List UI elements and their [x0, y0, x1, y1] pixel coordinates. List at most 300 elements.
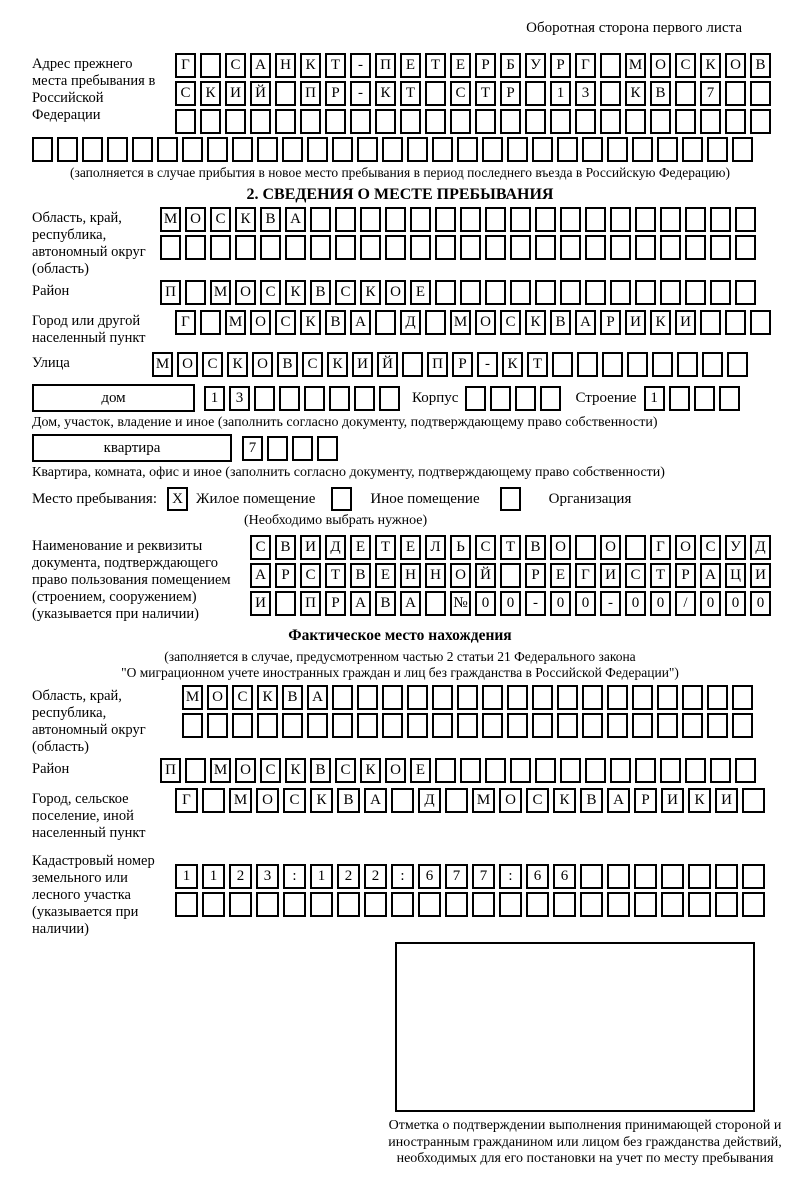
char-cell: В: [310, 758, 331, 783]
char-cell: [407, 713, 428, 738]
char-cell: [682, 137, 703, 162]
char-cell: [610, 235, 631, 260]
char-cell: [725, 310, 746, 335]
actual-city-row: [175, 788, 765, 813]
char-cell: 7: [700, 81, 721, 106]
char-cell: №: [450, 591, 471, 616]
char-cell: Т: [400, 81, 421, 106]
char-cell: [625, 535, 646, 560]
char-cell: [525, 81, 546, 106]
char-cell: [700, 109, 721, 134]
char-cell: [185, 280, 206, 305]
char-cell: [515, 386, 536, 411]
char-cell: [634, 864, 657, 889]
prev-address-row-1: [175, 53, 771, 78]
char-cell: [310, 892, 333, 917]
char-cell: С: [210, 207, 231, 232]
char-cell: Г: [175, 310, 196, 335]
char-cell: [32, 137, 53, 162]
char-cell: -: [350, 81, 371, 106]
actual-location-note-2: "О миграционном учете иностранных граждан и лиц без гражданства в Российской Федерации"): [121, 665, 679, 680]
char-cell: С: [250, 535, 271, 560]
char-cell: [225, 109, 246, 134]
char-cell: 0: [475, 591, 496, 616]
char-cell: [207, 137, 228, 162]
char-cell: Е: [400, 535, 421, 560]
char-cell: А: [700, 563, 721, 588]
korpus-cells: [465, 386, 561, 411]
char-cell: [160, 235, 181, 260]
char-cell: [210, 235, 231, 260]
char-cell: С: [475, 535, 496, 560]
char-cell: Т: [500, 535, 521, 560]
char-cell: -: [477, 352, 498, 377]
char-cell: К: [300, 310, 321, 335]
char-cell: [510, 235, 531, 260]
city-row: [175, 310, 771, 335]
char-cell: [482, 713, 503, 738]
prev-address-block: [32, 53, 800, 134]
char-cell: [402, 352, 423, 377]
char-cell: И: [661, 788, 684, 813]
char-cell: [157, 137, 178, 162]
char-cell: [391, 788, 414, 813]
char-cell: [725, 109, 746, 134]
char-cell: [685, 207, 706, 232]
char-cell: 2: [364, 864, 387, 889]
char-cell: О: [185, 207, 206, 232]
char-cell: [307, 137, 328, 162]
stroenie-label: Строение: [575, 389, 637, 406]
char-cell: [650, 109, 671, 134]
char-cell: С: [500, 310, 521, 335]
char-cell: [382, 137, 403, 162]
other-premises-checkbox: [331, 487, 352, 511]
char-cell: [282, 137, 303, 162]
char-cell: [485, 758, 506, 783]
char-cell: [627, 352, 648, 377]
char-cell: [735, 235, 756, 260]
char-cell: И: [625, 310, 646, 335]
char-cell: Р: [452, 352, 473, 377]
apartment-note: Квартира, комната, офис и иное (заполнить согласно документу, подтверждающему право собственности): [32, 465, 665, 480]
char-cell: Й: [250, 81, 271, 106]
document-block: [32, 535, 800, 623]
char-cell: [682, 685, 703, 710]
char-cell: Н: [425, 563, 446, 588]
char-cell: 2: [229, 864, 252, 889]
char-cell: О: [550, 535, 571, 560]
char-cell: [285, 235, 306, 260]
char-cell: В: [260, 207, 281, 232]
char-cell: [700, 310, 721, 335]
region-label: Область, край, республика, автономный округ (область): [32, 210, 146, 277]
actual-district-row: [160, 758, 756, 783]
char-cell: С: [302, 352, 323, 377]
char-cell: [560, 235, 581, 260]
char-cell: [727, 352, 748, 377]
region-row-1: [160, 207, 756, 232]
char-cell: 2: [337, 864, 360, 889]
char-cell: [580, 892, 603, 917]
char-cell: [702, 352, 723, 377]
char-cell: [657, 713, 678, 738]
char-cell: [182, 137, 203, 162]
char-cell: О: [235, 280, 256, 305]
registration-stamp-caption: Отметка о подтверждении выполнения принимающей стороной и иностранным гражданином или лицом без гражданства действий, необходимых для его постановки на учет по месту пребывания: [388, 1118, 782, 1166]
actual-region-row-1: [182, 685, 753, 710]
char-cell: [710, 280, 731, 305]
apartment-labelbox: квартира: [32, 434, 232, 462]
char-cell: [585, 207, 606, 232]
char-cell: 0: [700, 591, 721, 616]
char-cell: [475, 109, 496, 134]
char-cell: М: [160, 207, 181, 232]
actual-city-label: Город, сельское поселение, иной населенный пункт: [32, 791, 146, 841]
char-cell: Г: [175, 788, 198, 813]
char-cell: [260, 235, 281, 260]
char-cell: [175, 892, 198, 917]
char-cell: И: [250, 591, 271, 616]
char-cell: А: [285, 207, 306, 232]
street-label: Улица: [32, 355, 70, 371]
char-cell: М: [229, 788, 252, 813]
prev-address-row-4: [32, 137, 800, 162]
char-cell: [685, 280, 706, 305]
char-cell: [275, 109, 296, 134]
char-cell: П: [300, 81, 321, 106]
char-cell: К: [360, 758, 381, 783]
char-cell: О: [675, 535, 696, 560]
char-cell: [435, 235, 456, 260]
char-cell: [657, 685, 678, 710]
char-cell: 3: [256, 864, 279, 889]
char-cell: [582, 685, 603, 710]
char-cell: [425, 310, 446, 335]
char-cell: [553, 892, 576, 917]
char-cell: [661, 892, 684, 917]
char-cell: [185, 758, 206, 783]
char-cell: Р: [325, 81, 346, 106]
char-cell: [499, 892, 522, 917]
char-cell: [460, 235, 481, 260]
char-cell: [735, 280, 756, 305]
char-cell: [607, 892, 630, 917]
cadastral-label: Кадастровый номер земельного или лесного участка (указывается при наличии): [32, 853, 155, 937]
char-cell: О: [250, 310, 271, 335]
char-cell: [635, 207, 656, 232]
char-cell: К: [300, 53, 321, 78]
char-cell: [688, 892, 711, 917]
char-cell: Ь: [450, 535, 471, 560]
char-cell: М: [152, 352, 173, 377]
char-cell: [719, 386, 740, 411]
char-cell: [732, 137, 753, 162]
actual-region-label: Область, край, республика, автономный округ (область): [32, 688, 146, 755]
char-cell: К: [502, 352, 523, 377]
char-cell: В: [650, 81, 671, 106]
char-cell: [485, 235, 506, 260]
char-cell: [382, 685, 403, 710]
char-cell: [575, 109, 596, 134]
char-cell: [635, 280, 656, 305]
char-cell: 0: [575, 591, 596, 616]
char-cell: К: [200, 81, 221, 106]
char-cell: [335, 235, 356, 260]
char-cell: [507, 713, 528, 738]
char-cell: [634, 892, 657, 917]
char-cell: [254, 386, 275, 411]
char-cell: К: [285, 758, 306, 783]
city-label: Город или другой населенный пункт: [32, 313, 146, 346]
house-number-cells: [204, 386, 400, 411]
city-block: [32, 310, 800, 347]
char-cell: Т: [475, 81, 496, 106]
char-cell: [750, 310, 771, 335]
stay-type-note: (Необходимо выбрать нужное): [244, 513, 428, 528]
char-cell: [610, 207, 631, 232]
char-cell: К: [525, 310, 546, 335]
char-cell: [600, 109, 621, 134]
char-cell: [669, 386, 690, 411]
page-side-note: Оборотная сторона первого листа: [526, 20, 742, 36]
section2-title: 2. СВЕДЕНИЯ О МЕСТЕ ПРЕБЫВАНИЯ: [246, 186, 554, 203]
char-cell: [710, 758, 731, 783]
char-cell: С: [202, 352, 223, 377]
char-cell: В: [325, 310, 346, 335]
char-cell: [507, 137, 528, 162]
char-cell: К: [235, 207, 256, 232]
region-row-2: [160, 235, 756, 260]
char-cell: [685, 235, 706, 260]
char-cell: [600, 81, 621, 106]
char-cell: [694, 386, 715, 411]
char-cell: Е: [450, 53, 471, 78]
char-cell: Б: [500, 53, 521, 78]
district-row: [160, 280, 756, 305]
char-cell: 1: [310, 864, 333, 889]
char-cell: Р: [525, 563, 546, 588]
apartment-cells: [242, 436, 338, 461]
char-cell: [532, 713, 553, 738]
char-cell: И: [600, 563, 621, 588]
char-cell: П: [375, 53, 396, 78]
document-row-3: [250, 591, 771, 616]
char-cell: [510, 758, 531, 783]
char-cell: С: [260, 758, 281, 783]
char-cell: [660, 280, 681, 305]
cadastral-block: [32, 850, 800, 938]
char-cell: [732, 713, 753, 738]
char-cell: В: [375, 591, 396, 616]
house-labelbox: дом: [32, 384, 195, 412]
char-cell: К: [310, 788, 333, 813]
char-cell: Д: [418, 788, 441, 813]
char-cell: О: [725, 53, 746, 78]
char-cell: [457, 137, 478, 162]
char-cell: [582, 713, 603, 738]
char-cell: [735, 207, 756, 232]
char-cell: [445, 892, 468, 917]
char-cell: Д: [750, 535, 771, 560]
char-cell: [200, 109, 221, 134]
char-cell: [532, 137, 553, 162]
char-cell: С: [700, 535, 721, 560]
char-cell: [257, 137, 278, 162]
char-cell: Т: [325, 563, 346, 588]
char-cell: 7: [242, 436, 263, 461]
char-cell: О: [207, 685, 228, 710]
char-cell: [202, 788, 225, 813]
char-cell: М: [472, 788, 495, 813]
char-cell: В: [750, 53, 771, 78]
char-cell: [457, 685, 478, 710]
char-cell: [460, 207, 481, 232]
char-cell: [432, 137, 453, 162]
char-cell: Г: [575, 53, 596, 78]
cadastral-row-1: [175, 864, 765, 889]
char-cell: Ц: [725, 563, 746, 588]
char-cell: [552, 352, 573, 377]
char-cell: [207, 713, 228, 738]
char-cell: [535, 280, 556, 305]
char-cell: [445, 788, 468, 813]
char-cell: 6: [553, 864, 576, 889]
char-cell: [610, 758, 631, 783]
char-cell: [450, 109, 471, 134]
char-cell: В: [275, 535, 296, 560]
char-cell: -: [525, 591, 546, 616]
char-cell: Е: [375, 563, 396, 588]
char-cell: [632, 685, 653, 710]
char-cell: П: [427, 352, 448, 377]
char-cell: [375, 109, 396, 134]
actual-region-block: [32, 685, 800, 756]
char-cell: [577, 352, 598, 377]
char-cell: С: [300, 563, 321, 588]
char-cell: М: [210, 758, 231, 783]
char-cell: Е: [410, 758, 431, 783]
char-cell: И: [300, 535, 321, 560]
char-cell: Н: [275, 53, 296, 78]
char-cell: Р: [475, 53, 496, 78]
char-cell: [600, 53, 621, 78]
char-cell: [485, 207, 506, 232]
char-cell: В: [525, 535, 546, 560]
char-cell: [292, 436, 313, 461]
document-row-2: [250, 563, 771, 588]
char-cell: [235, 235, 256, 260]
cadastral-row-2: [175, 892, 765, 917]
char-cell: [182, 713, 203, 738]
char-cell: К: [285, 280, 306, 305]
char-cell: [677, 352, 698, 377]
char-cell: [507, 685, 528, 710]
char-cell: [750, 109, 771, 134]
char-cell: В: [277, 352, 298, 377]
document-row-1: [250, 535, 771, 560]
char-cell: 6: [418, 864, 441, 889]
char-cell: 7: [472, 864, 495, 889]
other-premises-label: Иное помещение: [370, 490, 480, 507]
char-cell: [337, 892, 360, 917]
char-cell: [725, 81, 746, 106]
char-cell: А: [400, 591, 421, 616]
char-cell: [582, 137, 603, 162]
char-cell: [660, 758, 681, 783]
char-cell: Е: [400, 53, 421, 78]
organization-label: Организация: [548, 490, 632, 507]
char-cell: Т: [375, 535, 396, 560]
char-cell: [707, 137, 728, 162]
char-cell: С: [283, 788, 306, 813]
char-cell: [607, 864, 630, 889]
char-cell: [382, 713, 403, 738]
char-cell: У: [525, 53, 546, 78]
char-cell: [350, 109, 371, 134]
char-cell: [607, 137, 628, 162]
char-cell: [360, 235, 381, 260]
char-cell: У: [725, 535, 746, 560]
char-cell: 3: [575, 81, 596, 106]
char-cell: С: [175, 81, 196, 106]
char-cell: В: [350, 563, 371, 588]
char-cell: [525, 109, 546, 134]
char-cell: [652, 352, 673, 377]
char-cell: Г: [175, 53, 196, 78]
char-cell: О: [177, 352, 198, 377]
char-cell: [304, 386, 325, 411]
char-cell: [275, 591, 296, 616]
char-cell: [332, 685, 353, 710]
char-cell: А: [607, 788, 630, 813]
char-cell: [407, 685, 428, 710]
street-row: [152, 352, 748, 377]
char-cell: [535, 758, 556, 783]
char-cell: [400, 109, 421, 134]
char-cell: М: [625, 53, 646, 78]
char-cell: 1: [644, 386, 665, 411]
actual-location-title: Фактическое место нахождения: [288, 627, 512, 644]
char-cell: :: [391, 864, 414, 889]
char-cell: [540, 386, 561, 411]
char-cell: [425, 81, 446, 106]
char-cell: 1: [202, 864, 225, 889]
char-cell: Т: [527, 352, 548, 377]
char-cell: К: [650, 310, 671, 335]
char-cell: 0: [500, 591, 521, 616]
char-cell: С: [335, 758, 356, 783]
char-cell: [660, 207, 681, 232]
char-cell: П: [160, 758, 181, 783]
char-cell: [742, 892, 765, 917]
char-cell: Р: [550, 53, 571, 78]
char-cell: С: [625, 563, 646, 588]
char-cell: [310, 235, 331, 260]
char-cell: [557, 137, 578, 162]
char-cell: Р: [275, 563, 296, 588]
char-cell: [490, 386, 511, 411]
apartment-row: [32, 434, 800, 462]
char-cell: 1: [550, 81, 571, 106]
char-cell: [657, 137, 678, 162]
char-cell: С: [275, 310, 296, 335]
house-note: Дом, участок, владение и иное (заполнить согласно документу, подтверждающему право собственности): [32, 415, 658, 430]
char-cell: Е: [410, 280, 431, 305]
char-cell: Н: [400, 563, 421, 588]
char-cell: [332, 713, 353, 738]
char-cell: [632, 137, 653, 162]
